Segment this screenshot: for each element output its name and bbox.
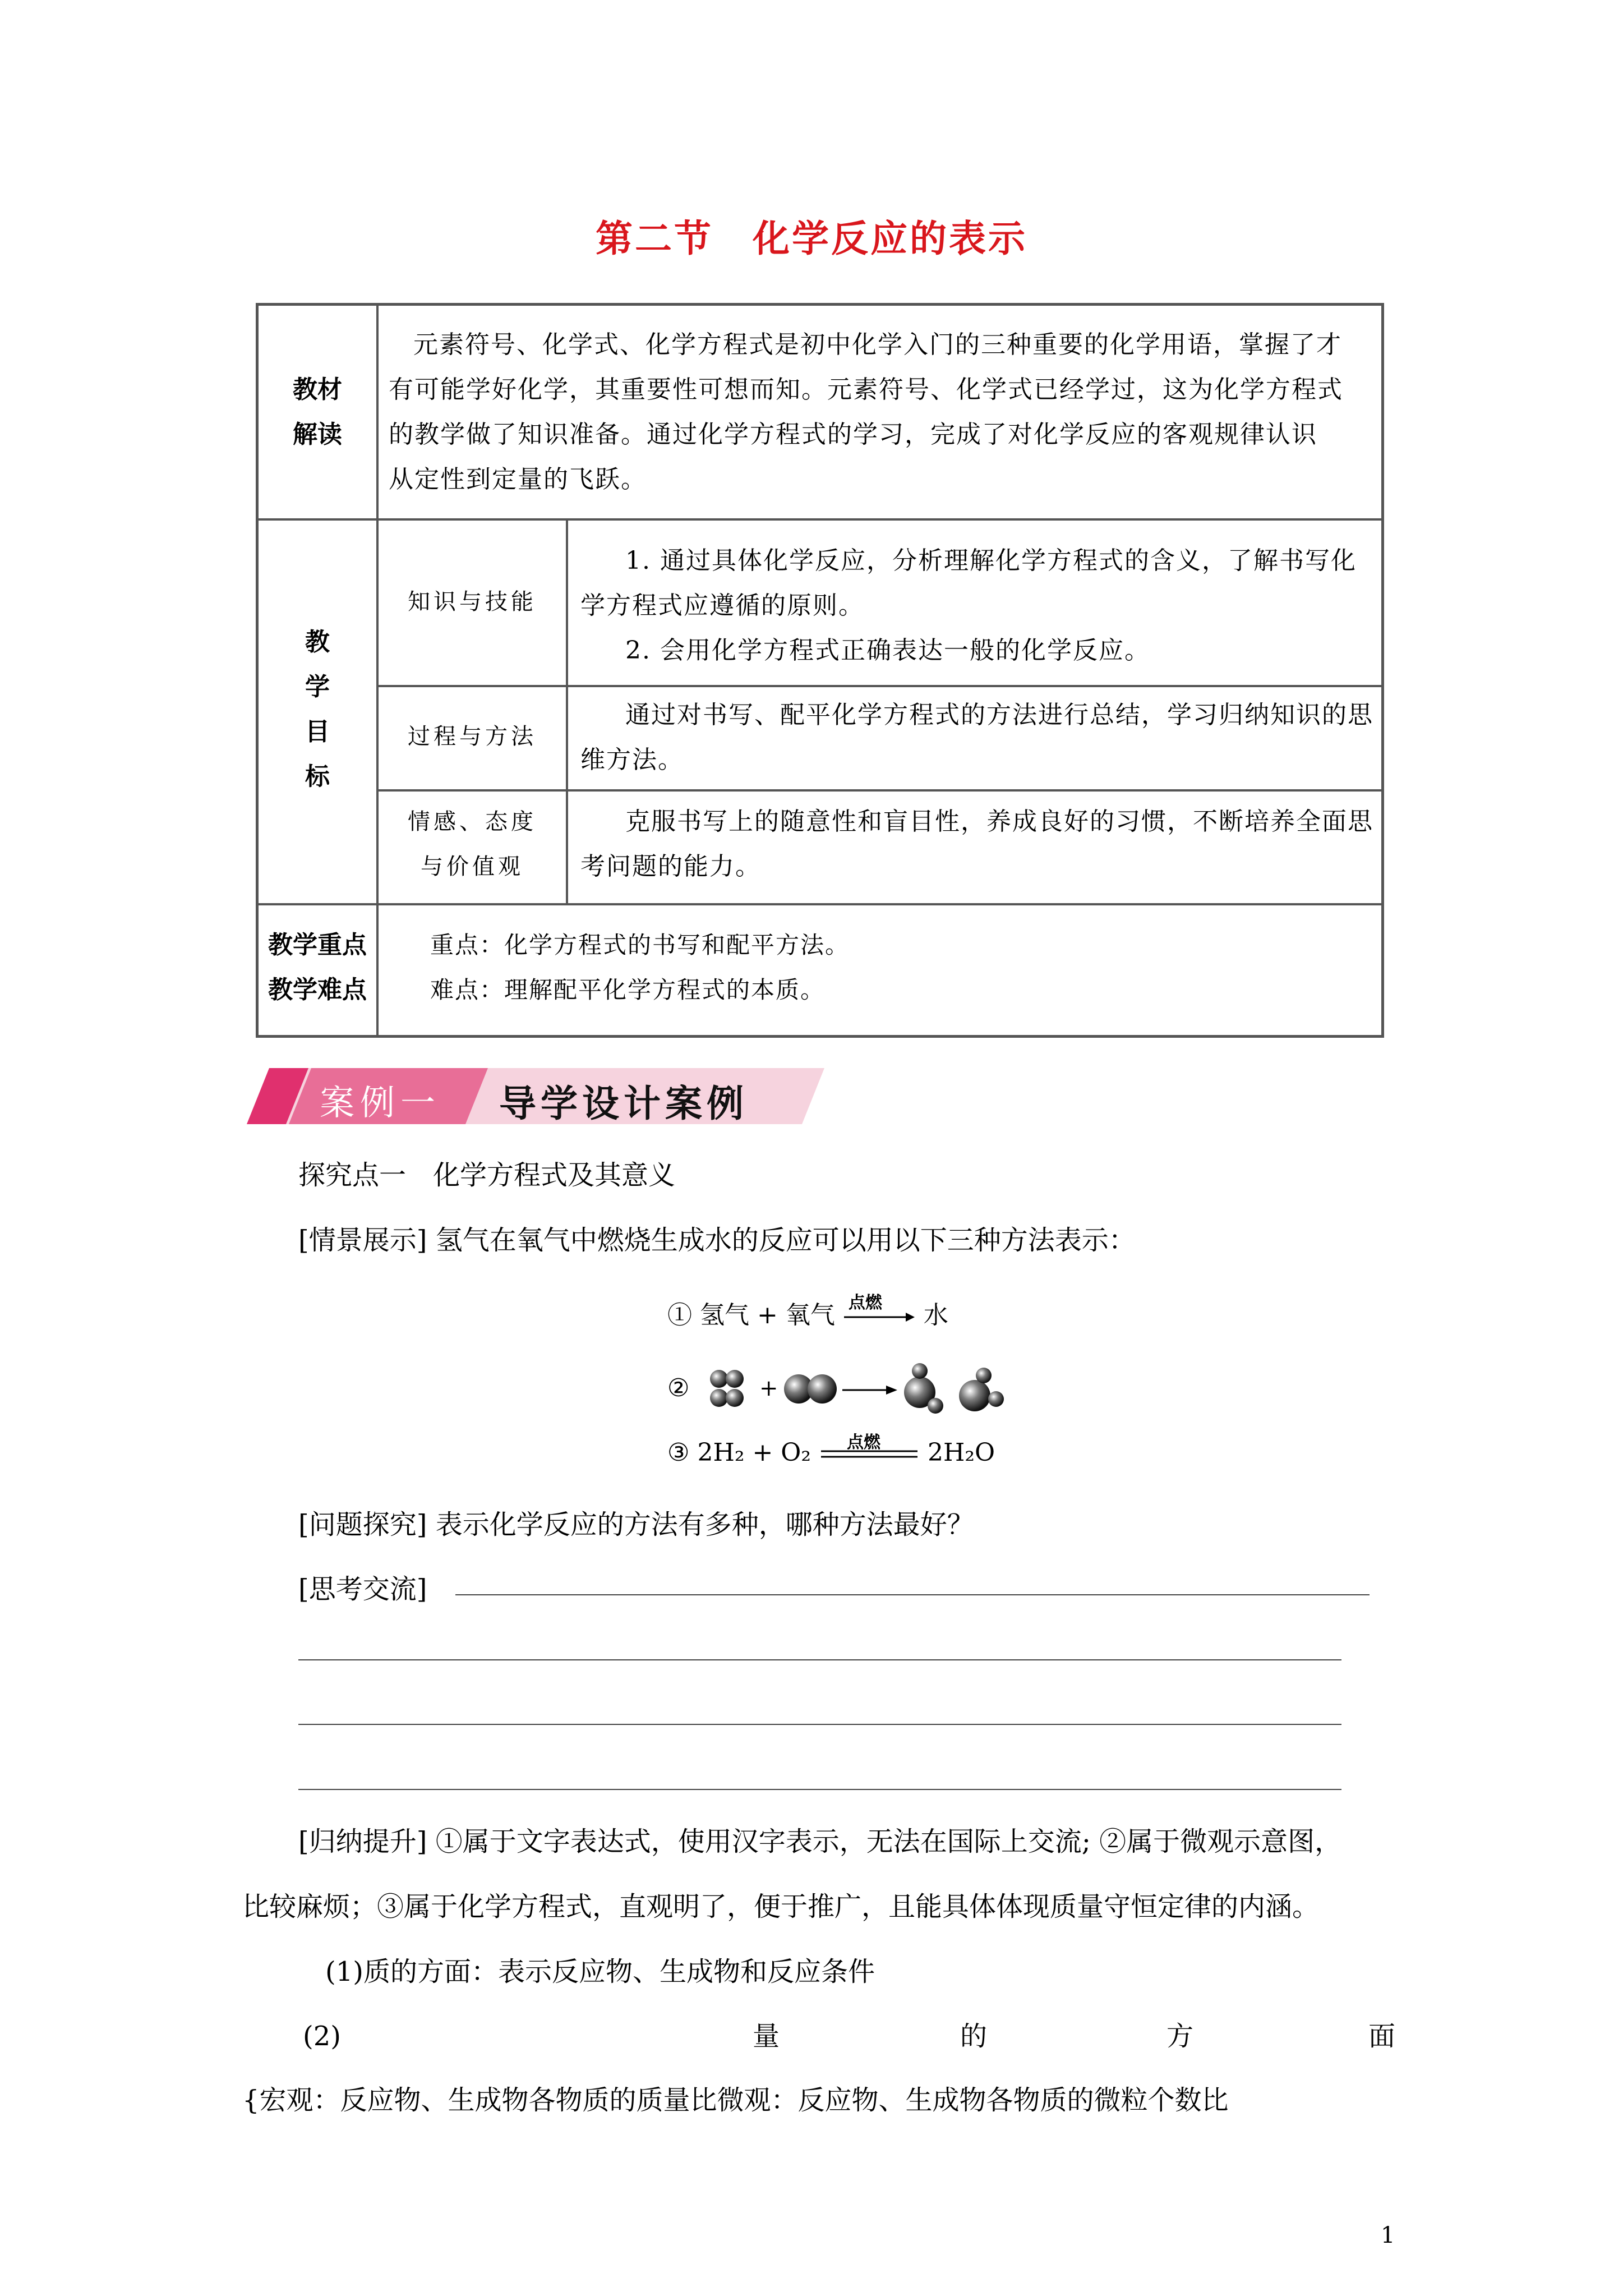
item-quantity-word: 面 bbox=[1368, 2021, 1396, 2052]
text-line: 学方程式应遵循的原则。 bbox=[580, 591, 864, 620]
equation-micro bbox=[667, 1369, 689, 1408]
table-subrow-divider bbox=[376, 789, 1381, 792]
label-char: 教 bbox=[305, 628, 330, 656]
table-col-divider bbox=[376, 306, 379, 1035]
item-quantity-word: 量 bbox=[753, 2021, 780, 2052]
textbook-reading-text bbox=[389, 323, 1376, 502]
table-row-divider bbox=[259, 903, 1381, 905]
label-key-difficult-points bbox=[259, 923, 376, 1013]
lesson-info-table bbox=[256, 303, 1384, 1038]
table-subrow-divider bbox=[376, 685, 1381, 687]
label-line: 情感、态度 bbox=[408, 809, 537, 835]
label-line: 教学重点 bbox=[268, 931, 367, 959]
case-banner bbox=[247, 1068, 824, 1124]
label-knowledge-skills: 知识与技能 bbox=[408, 589, 537, 615]
summary-line: [归纳提升] ①属于文字表达式，使用汉字表示，无法在国际上交流; ②属于微观示意图， bbox=[298, 1826, 1342, 1857]
equation-product: 水 bbox=[923, 1301, 948, 1329]
scene-display: [情景展示] 氢气在氧气中燃烧生成水的反应可以用以下三种方法表示： bbox=[298, 1225, 1136, 1256]
banner-title: 导学设计案例 bbox=[499, 1082, 748, 1125]
label-line: 教材 bbox=[293, 375, 342, 404]
equation-word bbox=[667, 1292, 948, 1335]
item-quantity-word: 的 bbox=[960, 2021, 988, 2052]
summary-line: 比较麻烦；③属于化学方程式，直观明了，便于推广，且能具体体现质量守恒定律的内涵。 bbox=[242, 1891, 1320, 1922]
think-exchange-label: [思考交流] bbox=[298, 1573, 427, 1605]
text-line: 从定性到定量的飞跃。 bbox=[389, 465, 647, 494]
answer-line bbox=[455, 1594, 1370, 1595]
equation-reactants: 2H₂ + O₂ bbox=[697, 1438, 811, 1467]
text-line: 重点：化学方程式的书写和配平方法。 bbox=[430, 931, 850, 959]
reaction-condition: 点燃 bbox=[848, 1292, 882, 1313]
item-quantity-num: (2) bbox=[303, 2021, 341, 2052]
label-char: 标 bbox=[305, 762, 330, 791]
svg-text:+: + bbox=[759, 1375, 778, 1401]
item-quantity-word: 方 bbox=[1166, 2021, 1194, 2052]
equation-chemical bbox=[667, 1433, 995, 1473]
arrow-icon bbox=[843, 1306, 916, 1328]
label-process-methods: 过程与方法 bbox=[408, 724, 537, 749]
text-line: 的教学做了知识准备。通过化学方程式的学习，完成了对化学反应的客观规律认识 bbox=[389, 420, 1317, 449]
key-difficult-points-text bbox=[430, 923, 1372, 1013]
text-line: 1. 通过具体化学反应，分析理解化学方程式的含义，了解书写化 bbox=[625, 546, 1357, 575]
text-line: 有可能学好化学，其重要性可想而知。元素符号、化学式已经学过，这为化学方程式 bbox=[389, 375, 1343, 404]
double-line-icon bbox=[819, 1443, 920, 1466]
equation-number: ① bbox=[667, 1301, 692, 1329]
table-row-divider bbox=[259, 518, 1381, 521]
banner-case-label: 案例一 bbox=[320, 1082, 441, 1123]
equals-sign bbox=[819, 1432, 920, 1466]
knowledge-skills-text bbox=[580, 539, 1377, 673]
answer-line bbox=[298, 1724, 1341, 1725]
emotion-values-text bbox=[580, 799, 1377, 889]
page-title: 第二节 化学反应的表示 bbox=[596, 217, 1027, 260]
label-line: 解读 bbox=[293, 420, 342, 449]
molecule-diagram bbox=[708, 1358, 1022, 1419]
label-textbook-reading bbox=[259, 367, 376, 457]
question-inquiry: [问题探究] 表示化学反应的方法有多种，哪种方法最好？ bbox=[298, 1509, 974, 1540]
text-line: 2. 会用化学方程式正确表达一般的化学反应。 bbox=[625, 636, 1150, 665]
text-line: 难点：理解配平化学方程式的本质。 bbox=[430, 976, 826, 1004]
label-emotion-values bbox=[379, 799, 566, 889]
label-char: 目 bbox=[305, 717, 330, 746]
equation-number: ③ bbox=[667, 1438, 690, 1467]
item-quantity-detail: {宏观：反应物、生成物各物质的质量比微观：反应物、生成物各物质的微粒个数比 bbox=[242, 2085, 1229, 2116]
answer-line bbox=[298, 1659, 1341, 1660]
process-methods-text bbox=[580, 693, 1377, 783]
table-col-divider bbox=[566, 518, 568, 903]
label-char: 学 bbox=[305, 673, 330, 701]
item-quality: (1)质的方面：表示反应物、生成物和反应条件 bbox=[325, 1956, 875, 1987]
label-line: 与价值观 bbox=[421, 854, 524, 880]
text-line: 克服书写上的随意性和盲目性，养成良好的习惯，不断培养全面思 bbox=[625, 807, 1373, 836]
text-line: 元素符号、化学式、化学方程式是初中化学入门的三种重要的化学用语，掌握了才 bbox=[413, 330, 1342, 359]
page-number: 1 bbox=[1381, 2223, 1395, 2248]
text-line: 通过对书写、配平化学方程式的方法进行总结，学习归纳知识的思 bbox=[625, 701, 1373, 729]
equation-product: 2H₂O bbox=[928, 1438, 995, 1467]
text-line: 考问题的能力。 bbox=[580, 852, 761, 881]
label-teaching-goals bbox=[259, 620, 376, 799]
reaction-condition: 点燃 bbox=[847, 1432, 881, 1452]
equation-reactants: 氢气 + 氧气 bbox=[700, 1301, 835, 1329]
equation-number: ② bbox=[667, 1374, 690, 1402]
explore-point-heading: 探究点一 化学方程式及其意义 bbox=[298, 1159, 676, 1191]
label-line: 教学难点 bbox=[268, 976, 367, 1004]
text-line: 维方法。 bbox=[580, 746, 684, 774]
reaction-arrow bbox=[843, 1292, 916, 1328]
answer-line bbox=[298, 1789, 1341, 1790]
